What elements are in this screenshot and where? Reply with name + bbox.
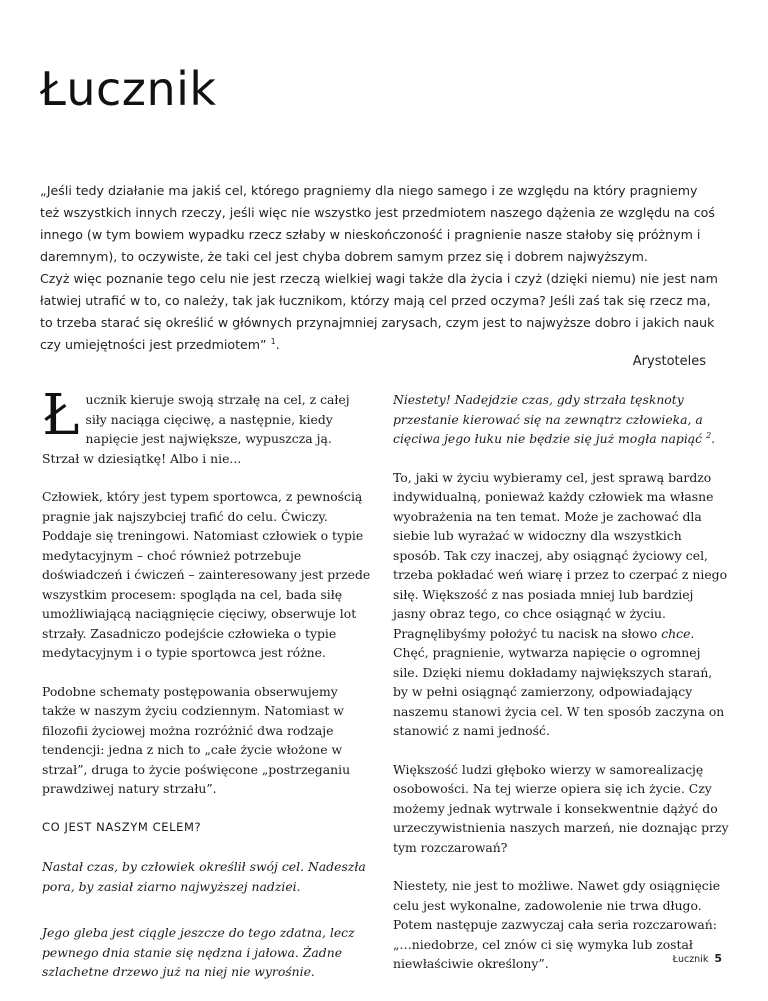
page-footer (673, 952, 722, 965)
body-paragraph-text-b: . Chęć, pragnienie, wytwarza napięcie o ogromnej sile. Dzięki niemu dokładamy największych starań, by w pełni osiągnąć zamierzony, odpowiadający naszemu stanowi życia cel. W ten sposób zaczyna on stanowić z nami jedność. (393, 625, 725, 738)
body-paragraph: Podobne schematy postępowania obserwujemy także w naszym życiu codziennym. Natomiast w filozofii życiowej można rozróżnić dwa rodzaje tendencji: jedna z nich to „całe życie włożone w strzał”, druga to życie poświęcone „postrzeganiu prawdziwej natury strzału”. (42, 683, 351, 796)
epigraph-paragraph-2-text: Czyż więc poznanie tego celu nie jest rzeczą wielkiej wagi także dla życia i czyż (dzięki niemu) nie jest nam łatwiej utrafić w to, co należy, tak jak łucznikom, którzy mają cel przed oczyma? Jeśli zaś tak się rzecz ma, to trzeba starać się określić w głównych przynajmniej zarysach, czym jest to najwyższe dobro i jakich nauk czy umiejętności jest przedmiotem” (40, 271, 718, 352)
page-title: Łucznik (40, 62, 217, 116)
opening-paragraph-text: ucznik kieruje swoją strzałę na cel, z całej siły naciąga cięciwę, a następnie, kiedy napięcie jest największe, wypuszcza ją. Strzał w dziesiątkę! Albo i nie... (42, 392, 350, 466)
epigraph-author: Arystoteles (632, 354, 706, 369)
footnote-mark-1: 1 (270, 336, 276, 346)
section-heading: CO JEST NASZYM CELEM? (42, 819, 202, 834)
epigraph-paragraph-2-end: . (275, 337, 280, 352)
page-number: 5 (714, 952, 722, 965)
right-column (393, 390, 729, 993)
body-paragraph: Większość ludzi głęboko wierzy w samorealizację osobowości. Na tej wierze opiera się ich życie. Czy możemy jednak wytrwale i konsekwentnie dążyć do urzeczywistnienia naszych marzeń, nie doznając przy tym rozczarowań? (393, 761, 729, 855)
epigraph-paragraph-2 (40, 268, 720, 356)
body-paragraph (393, 468, 729, 741)
italic-quote: Jego gleba jest ciągle jeszcze do tego zdatna, lecz pewnego dnia stanie się nędzna i jałowa. Żadne szlachetne drzewo już na niej nie wyrośnie. (42, 925, 355, 979)
italic-quote: Nastał czas, by człowiek określił swój cel. Nadeszła pora, by zasiał ziarno najwyższej nadziei. (42, 859, 366, 894)
footnote-mark-2: 2 (706, 430, 712, 440)
italic-quote-end: . (711, 431, 716, 446)
body-paragraph: Niestety, nie jest to możliwe. Nawet gdy osiągnięcie celu jest wykonalne, zadowolenie nie trwa długo. Potem następuje zazwyczaj cała seria rozczarowań: „…niedobrze, cel znów ci się wymyka lub został niewłaściwie określony”. (393, 878, 721, 971)
italic-quote (393, 390, 729, 449)
body-paragraph-text-a: To, jaki w życiu wybieramy cel, jest sprawą bardzo indywidualną, ponieważ każdy człowiek ma własne wyobrażenia na ten temat. Może je zachować dla siebie lub wyrażać w widoczny dla wszystkich sposób. Tak czy inaczej, aby osiągnąć życiowy cel, trzeba pokładać weń wiarę i przez to czerpać z niego siłę. Większość z nas posiada mniej lub bardziej jasny obraz tego, co chce osiągnąć w życiu. Pragnęlibyśmy położyć tu nacisk na słowo (393, 469, 728, 641)
italic-quote-text: Niestety! Nadejdzie czas, gdy strzała tęsknoty przestanie kierować się na zewnątrz człowieka, a cięciwa jego łuku nie będzie się już mogła napiąć (393, 392, 703, 446)
running-title: Łucznik (672, 954, 709, 965)
left-column (42, 383, 372, 1001)
epigraph-quote (40, 180, 720, 356)
body-paragraph: Człowiek, który jest typem sportowca, z pewnością pragnie jak najszybciej trafić do celu. Ćwiczy. Poddaje się treningowi. Natomiast człowiek o typie medytacyjnym – choć również potrzebuje doświadczeń i ćwiczeń – zainteresowany jest przede wszystkim procesem: spogląda na cel, bada siłę umożliwiającą naciągnięcie cięciwy, obserwuje lot strzały. Zasadniczo podejście człowieka o typie medytacyjnym i o typie sportowca jest różne. (42, 489, 371, 660)
emphasized-word: chce (661, 625, 691, 641)
opening-paragraph (42, 383, 372, 468)
drop-cap: Ł (42, 383, 80, 448)
epigraph-paragraph-1: „Jeśli tedy działanie ma jakiś cel, którego pragniemy dla niego samego i ze względu na który pragniemy też wszystkich innych rzeczy, jeśli więc nie wszystko jest przedmiotem naszego dążenia ze względu na coś innego (w tym bowiem wypadku rzecz szłaby w nieskończoność i pragnienie nasze stałoby się próżnym i daremnym), to oczywiste, że taki cel jest chyba dobrem samym przez się i dobrem najwyższym. (40, 183, 715, 264)
